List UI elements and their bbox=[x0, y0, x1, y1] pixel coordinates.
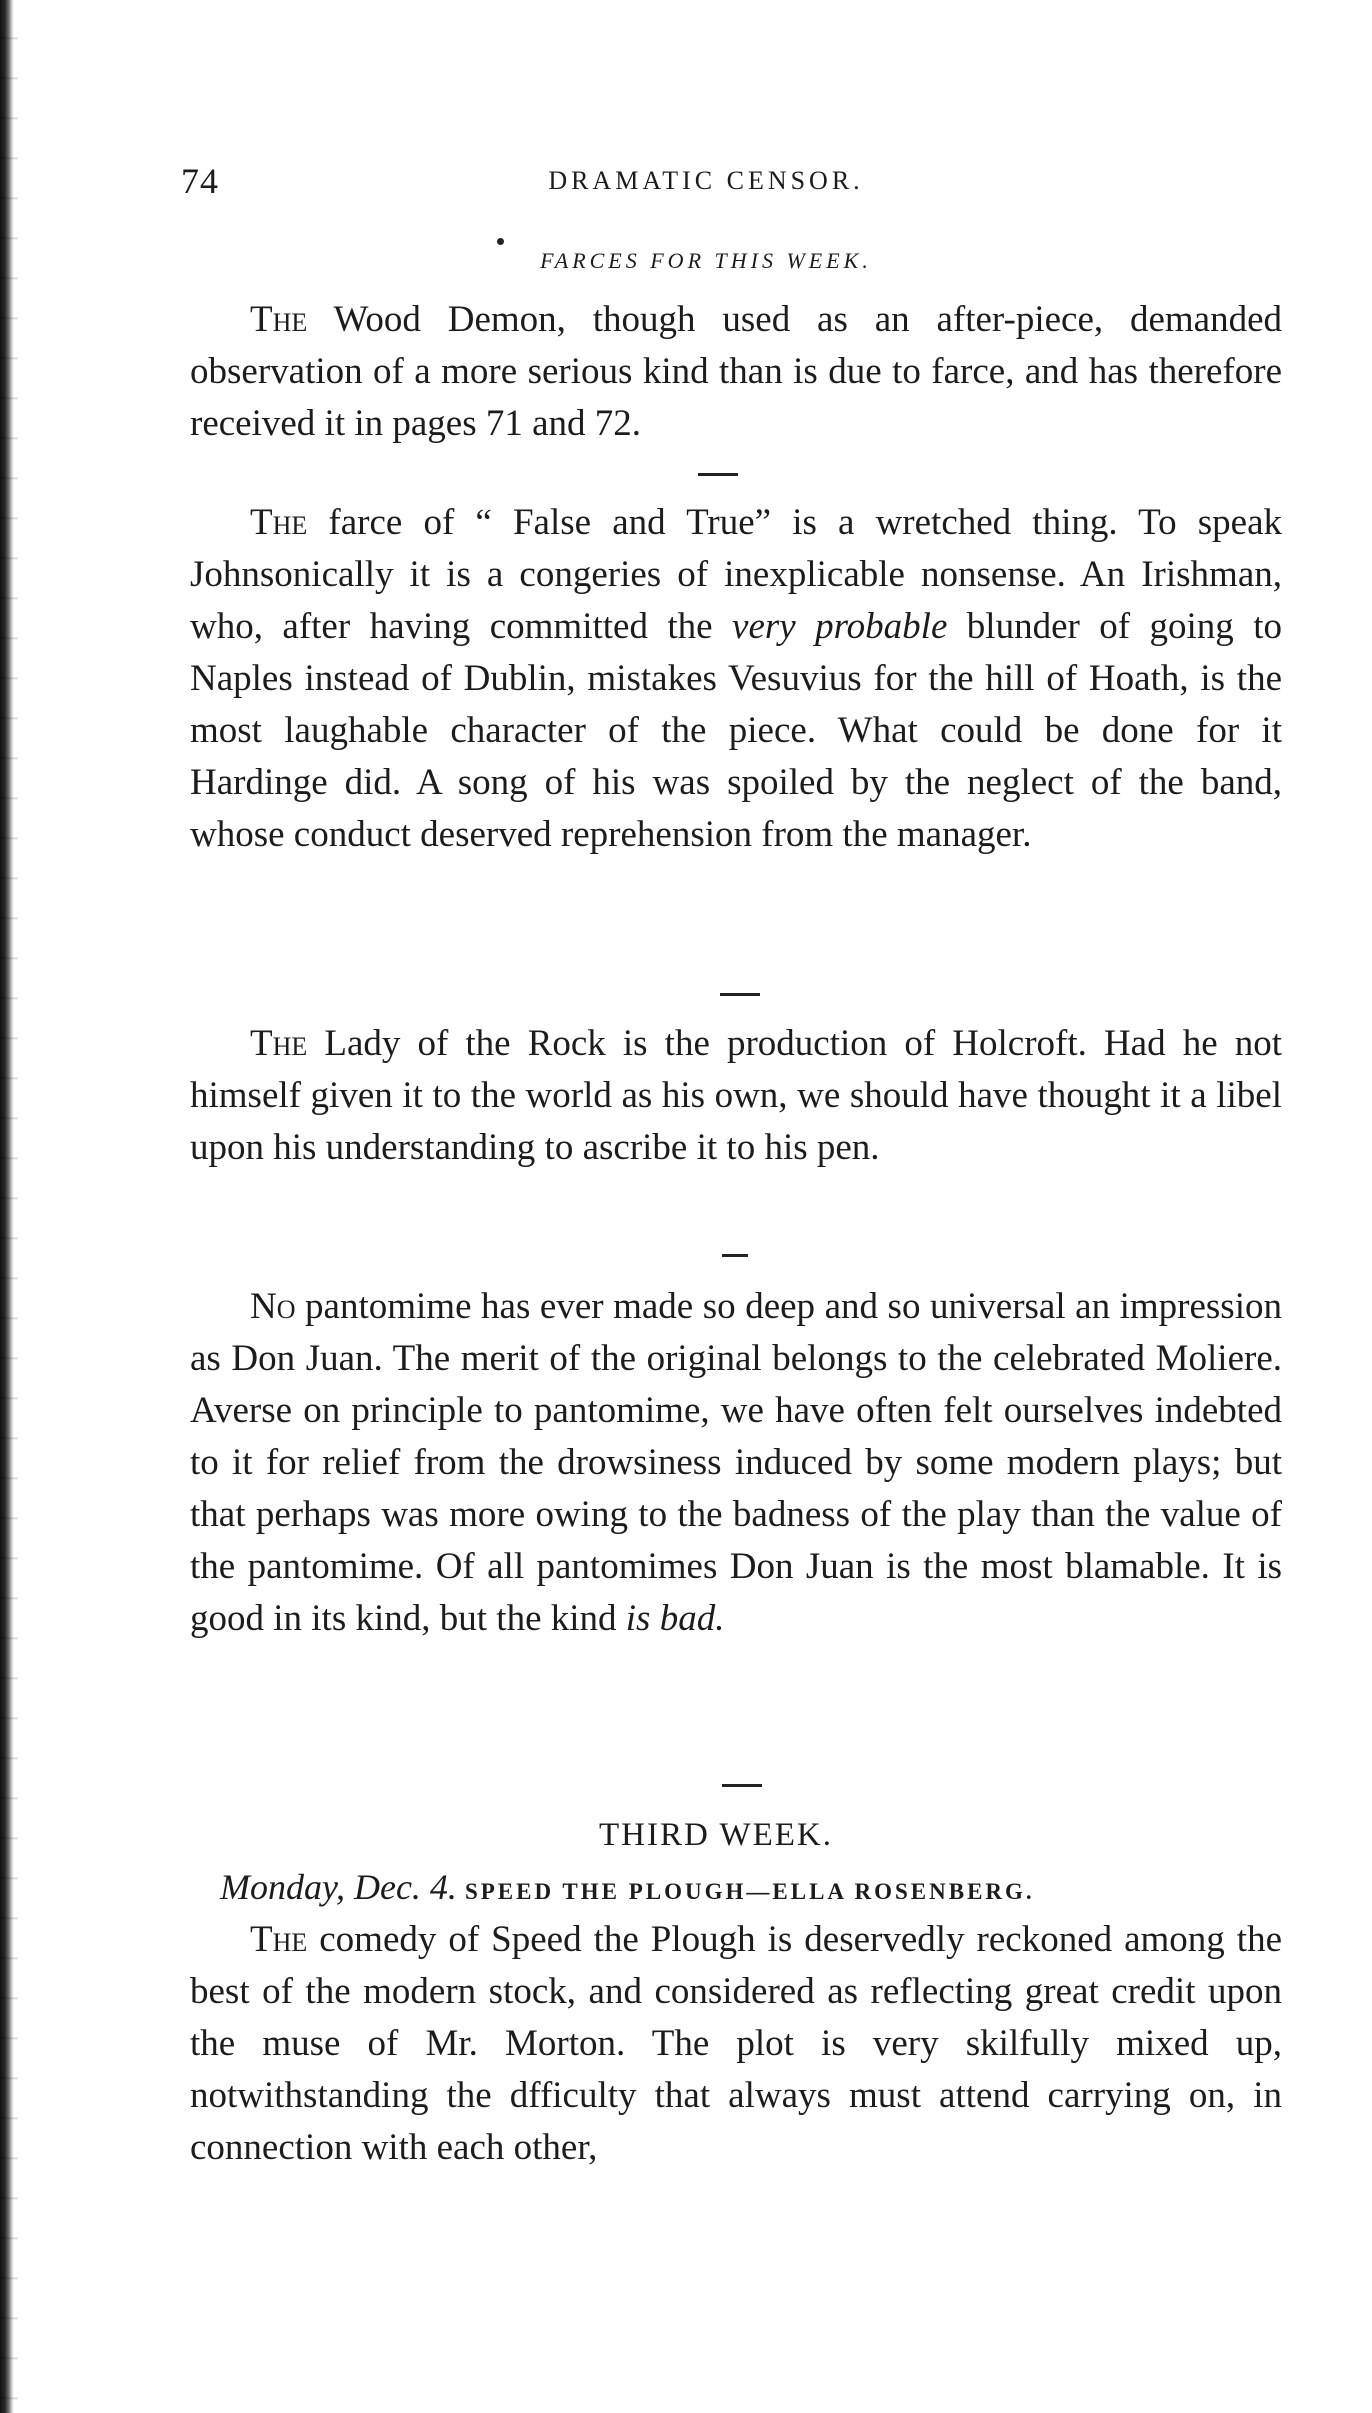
lead-word: The bbox=[250, 502, 308, 543]
week-heading: THIRD WEEK. bbox=[598, 1817, 834, 1853]
lead-word: The bbox=[250, 1919, 308, 1960]
paragraph-text: pantomime has ever made so deep and so universal an impression as Don Juan. The merit of the original belongs to the celebrated Moliere. Averse on principle to pantomime, we have often felt ourselves indebted to it for relief from the drowsiness induced by some modern plays; but that perhaps was more owing to the badness of the play than the value of the pantomime. Of all pantomimes Don Juan is the most blamable. It is good in its kind, but the kind bbox=[190, 1286, 1282, 1639]
paragraph-speed-the-plough bbox=[190, 1914, 1282, 2174]
italic-phrase: very probable bbox=[732, 606, 948, 647]
paragraph-text: comedy of Speed the Plough is deservedly reckoned among the best of the modern stock, and considered as reflecting great credit upon the muse of Mr. Morton. The plot is very skilfully mixed up, notwithstanding the dfficulty that always must attend carrying on, in connection with each other, bbox=[190, 1919, 1282, 2168]
lead-word: The bbox=[250, 1023, 308, 1064]
page-number: 74 bbox=[181, 161, 219, 201]
running-title: DRAMATIC CENSOR. bbox=[548, 166, 864, 195]
ink-dot bbox=[497, 238, 504, 245]
performance-date: Monday, Dec. 4. bbox=[220, 1867, 457, 1907]
paragraph-lady-of-the-rock bbox=[190, 1018, 1282, 1174]
lead-word: The bbox=[250, 299, 308, 340]
performance-plays: SPEED THE PLOUGH—ELLA ROSENBERG. bbox=[464, 1879, 1035, 1904]
paragraph-text: Wood Demon, though used as an after-piece, demanded observation of a more serious kind than is due to farce, and has therefore received it in pages 71 and 72. bbox=[190, 299, 1282, 444]
section-heading: FARCES FOR THIS WEEK. bbox=[540, 248, 872, 273]
section-rule bbox=[720, 993, 760, 996]
performance-entry bbox=[220, 1866, 1290, 1908]
paragraph-false-and-true bbox=[190, 497, 1282, 861]
paragraph-text: Lady of the Rock is the production of Holcroft. Had he not himself given it to the world as his own, we should have thought it a libel upon his understanding to ascribe it to his pen. bbox=[190, 1023, 1282, 1168]
section-rule bbox=[698, 473, 738, 476]
lead-word: No bbox=[250, 1286, 296, 1327]
section-rule bbox=[722, 1254, 748, 1257]
paragraph-text: farce of “ False and True” is a wretched thing. To speak Johnsonically it is a congeries of inexplicable nonsense. An Irishman, who, after having committed the bbox=[190, 502, 1282, 647]
section-rule bbox=[722, 1784, 762, 1787]
binding-texture bbox=[0, 0, 18, 2413]
paragraph-don-juan bbox=[190, 1281, 1282, 1645]
paragraph-text: blunder of going to Naples instead of Dublin, mistakes Vesuvius for the hill of Hoath, is the most laughable character of the piece. What could be done for it Hardinge did. A song of his was spoiled by the neglect of the band, whose conduct deserved reprehension from the manager. bbox=[190, 606, 1282, 855]
paragraph-wood-demon bbox=[190, 294, 1282, 450]
italic-phrase: is bad. bbox=[625, 1598, 725, 1639]
